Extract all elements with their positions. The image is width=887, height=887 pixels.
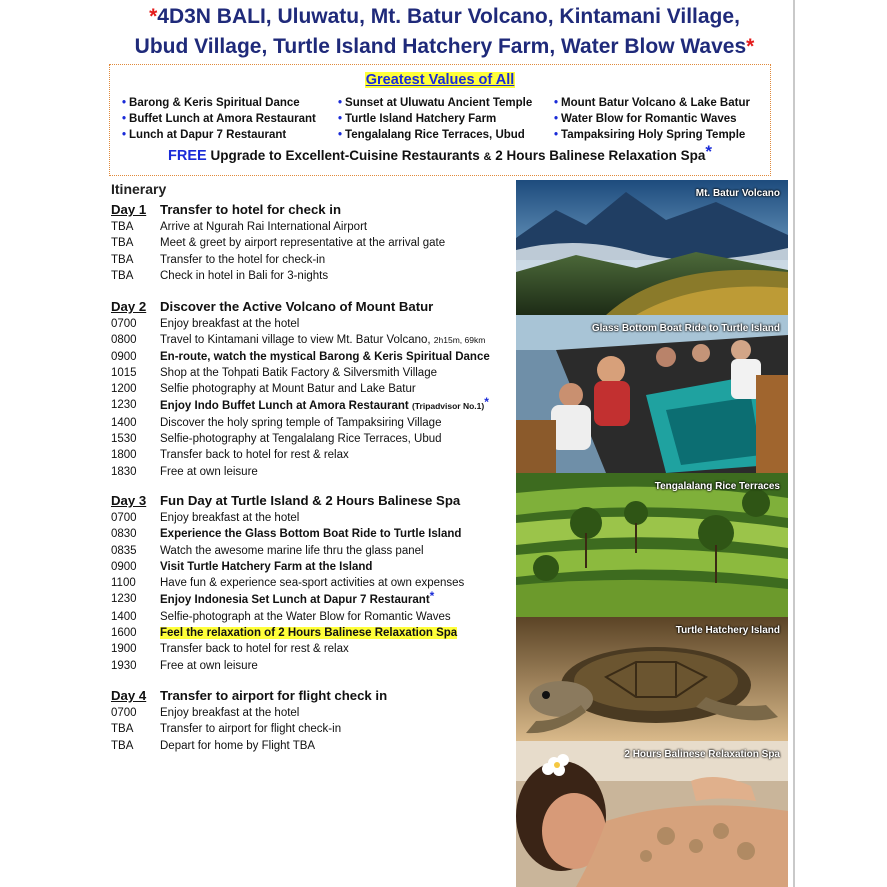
value-item: • Sunset at Uluwatu Ancient Temple [338,95,532,111]
itinerary-row [111,705,516,721]
row-desc: Transfer back to hotel for rest & relax [160,643,349,656]
row-desc: Depart for home by Flight TBA [160,739,316,752]
itinerary-row [111,268,516,284]
day-header [111,492,516,510]
row-time: 1200 [111,383,137,396]
day-1-block [111,201,516,284]
tour-title [93,2,796,62]
rice-terraces-image [516,473,788,617]
row-time: 0800 [111,334,137,347]
row-desc-text: Enjoy Indonesia Set Lunch at Dapur 7 Restaurant [160,594,430,607]
title-star-end: * [746,35,755,58]
row-desc: Shop at the Tohpati Batik Factory & Silversmith Village [160,366,437,379]
mountain-image [516,180,788,315]
boat-image [516,315,788,473]
day-label: Day 2 [111,299,147,314]
itinerary-row [111,591,516,608]
page-edge [793,0,795,887]
ampersand: & [483,151,492,163]
itinerary-row [111,219,516,235]
title-line-1-text: 4D3N BALI, Uluwatu, Mt. Batur Volcano, Kintamani Village, [157,5,740,28]
itinerary-row [111,543,516,559]
row-desc-text: Travel to Kintamani village to view Mt. Batur Volcano, [160,334,431,347]
row-time: 1015 [111,366,137,379]
row-time: 1800 [111,449,137,462]
day-title: Transfer to hotel for check in [160,202,341,217]
free-upgrade-line [110,142,770,165]
day-label: Day 3 [111,493,147,508]
photo-caption: Tengalalang Rice Terraces [654,481,780,492]
title-star: * [149,5,158,28]
row-desc: Meet & greet by airport representative at the arrival gate [160,237,446,250]
row-time: 0900 [111,560,137,573]
itinerary-row [111,738,516,754]
itinerary-row [111,349,516,365]
itinerary-row [111,526,516,542]
row-desc: Transfer back to hotel for rest & relax [160,449,349,462]
row-desc [160,397,516,414]
row-desc [160,625,516,641]
row-time: 1230 [111,399,137,412]
tour-title-line-2 [93,32,796,62]
highlighted-text: Feel the relaxation of 2 Hours Balinese Relaxation Spa [160,627,458,640]
day-label: Day 4 [111,688,147,703]
row-desc: Selfie-photograph at the Water Blow for Romantic Waves [160,610,451,623]
itinerary-row [111,609,516,625]
values-column-1 [122,95,316,143]
itinerary-row [111,252,516,268]
spa-text: 2 Hours Balinese Relaxation Spa [495,148,706,163]
value-item: • Buffet Lunch at Amora Restaurant [122,111,316,127]
row-time: 1400 [111,610,137,623]
itinerary-row [111,397,516,414]
row-desc: Visit Turtle Hatchery Farm at the Island [160,560,373,573]
itinerary-row [111,575,516,591]
row-time: 1830 [111,465,137,478]
row-note: 2h15m, 69km [433,335,486,346]
spa-photo [516,741,788,887]
row-time: TBA [111,739,134,752]
day-4-block [111,687,516,754]
turtle-photo [516,617,788,741]
row-star: * [484,395,489,410]
row-time: 1230 [111,593,137,606]
itinerary-row [111,625,516,641]
itinerary-row [111,415,516,431]
row-desc: Enjoy breakfast at the hotel [160,318,300,330]
row-time: TBA [111,237,134,250]
itinerary-row [111,464,516,480]
value-item: • Water Blow for Romantic Waves [554,111,750,127]
itinerary-row [111,316,516,332]
row-desc: Arrive at Ngurah Rai International Airport [160,221,368,233]
row-time: 0700 [111,707,137,719]
tour-title-line-1 [93,2,796,32]
value-item: • Tampaksiring Holy Spring Temple [554,127,750,143]
row-time: 0900 [111,350,137,363]
row-time: TBA [111,269,134,282]
itinerary-row [111,559,516,575]
day-3-block [111,492,516,674]
row-time: 1100 [111,577,136,590]
value-item: • Turtle Island Hatchery Farm [338,111,532,127]
row-time: 0830 [111,528,137,541]
row-desc: Transfer to airport for flight check-in [160,723,342,736]
row-time: 0700 [111,318,137,330]
itinerary-row [111,431,516,447]
day-title: Discover the Active Volcano of Mount Batur [160,299,434,314]
photo-caption: Turtle Hatchery Island [675,625,780,636]
value-item: • Tengalalang Rice Terraces, Ubud [338,127,532,143]
photo-column [516,180,788,887]
row-desc: Selfie-photography at Tengalalang Rice Terraces, Ubud [160,433,442,446]
itinerary-row [111,721,516,737]
row-desc: Free at own leisure [160,465,258,478]
row-time: TBA [111,723,134,736]
row-time: 0700 [111,512,137,524]
photo-caption: 2 Hours Balinese Relaxation Spa [624,749,780,760]
row-desc: Check in hotel in Bali for 3-nights [160,269,329,282]
title-line-2-text: Ubud Village, Turtle Island Hatchery Farm, Water Blow Waves [134,35,747,58]
row-desc-text: Enjoy Indo Buffet Lunch at Amora Restaurant [160,400,409,413]
day-header [111,687,516,705]
photo-caption: Glass Bottom Boat Ride to Turtle Island [591,323,780,334]
free-label: FREE [168,148,207,164]
row-time: 1600 [111,627,137,640]
itinerary-row [111,641,516,657]
mt-batur-photo [516,180,788,315]
greatest-values-heading: Greatest Values of All [365,72,515,88]
row-desc [160,332,516,348]
spa-image [516,741,788,887]
row-desc: Enjoy breakfast at the hotel [160,512,300,524]
day-header [111,201,516,219]
row-time: 1400 [111,416,137,429]
row-desc: Enjoy breakfast at the hotel [160,707,300,719]
row-desc: Have fun & experience sea-sport activities at own expenses [160,577,465,590]
day-title: Fun Day at Turtle Island & 2 Hours Balinese Spa [160,493,461,508]
itinerary-row [111,381,516,397]
value-item: • Mount Batur Volcano & Lake Batur [554,95,750,111]
value-item: • Lunch at Dapur 7 Restaurant [122,127,316,143]
rice-terraces-photo [516,473,788,617]
greatest-values-box [109,64,771,176]
row-desc: Discover the holy spring temple of Tampaksiring Village [160,416,442,429]
row-desc: Free at own leisure [160,659,258,672]
row-desc: Selfie photography at Mount Batur and Lake Batur [160,383,416,396]
row-desc: En-route, watch the mystical Barong & Keris Spiritual Dance [160,350,490,363]
row-time: 1530 [111,433,137,446]
row-desc: Transfer to the hotel for check-in [160,253,326,266]
row-time: TBA [111,221,134,233]
glass-bottom-boat-photo [516,315,788,473]
day-label: Day 1 [111,202,147,217]
itinerary-heading: Itinerary [111,181,167,197]
value-item: • Barong & Keris Spiritual Dance [122,95,316,111]
row-time: 0835 [111,544,137,557]
row-note: (Tripadvisor No.1) [411,401,485,412]
row-desc [160,591,516,608]
values-column-2 [338,95,532,143]
row-time: 1930 [111,659,137,672]
upgrade-text: Upgrade to Excellent-Cuisine Restaurants [210,148,480,163]
day-2-block [111,298,516,480]
values-column-3 [554,95,750,143]
row-star: * [429,589,435,604]
itinerary-row [111,235,516,251]
free-star: * [705,142,712,161]
photo-caption: Mt. Batur Volcano [695,188,780,199]
row-time: 1900 [111,643,137,656]
row-time: TBA [111,253,134,266]
day-title: Transfer to airport for flight check in [160,688,388,703]
itinerary-row [111,365,516,381]
itinerary-row [111,510,516,526]
day-header [111,298,516,316]
row-desc: Watch the awesome marine life thru the glass panel [160,544,424,557]
itinerary-row [111,332,516,348]
itinerary-row [111,447,516,463]
itinerary-row [111,658,516,674]
row-desc: Experience the Glass Bottom Boat Ride to Turtle Island [160,528,462,541]
